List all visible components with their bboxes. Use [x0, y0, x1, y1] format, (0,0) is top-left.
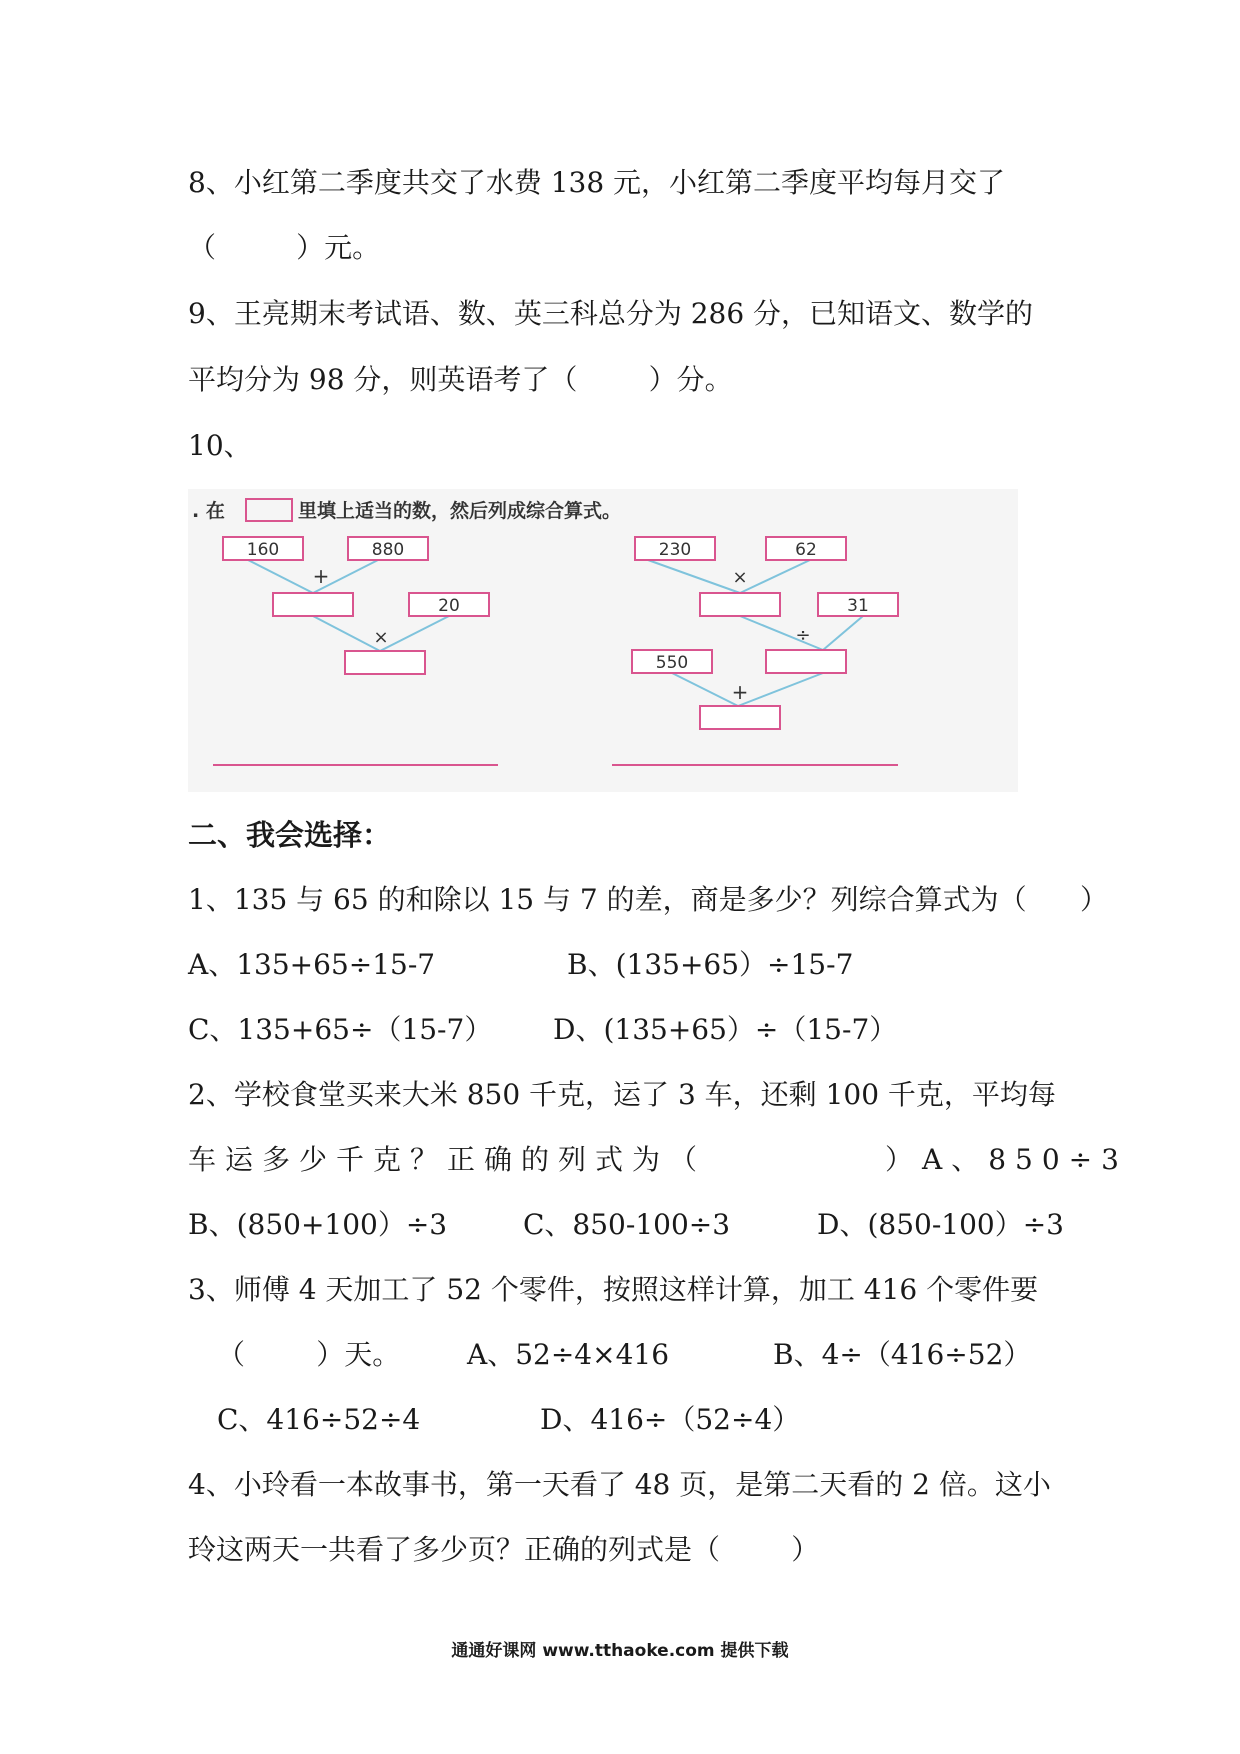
left-num-20: 20 [438, 596, 460, 616]
q1-option-d: D、(135+65）÷（15-7） [553, 1013, 898, 1046]
instruction-box-icon [246, 499, 292, 521]
q2-line-2: 车运多少千克？正确的列式为（ ）A、850÷3 [188, 1143, 1128, 1176]
right-op-times: × [732, 567, 748, 588]
section-2-heading: 二、我会选择： [188, 818, 392, 852]
q1-option-a: A、135+65÷15-7 [188, 948, 436, 981]
right-blank-box-1[interactable] [700, 593, 780, 616]
q3-option-c: C、416÷52÷4 [217, 1403, 421, 1436]
q4-line-2: 玲这两天一共看了多少页？正确的列式是（ ） [188, 1533, 820, 1566]
left-op-plus: + [312, 564, 330, 588]
diagram-instruction: . 在 [192, 500, 225, 522]
diagram-instruction-rest: 里填上适当的数，然后列成综合算式。 [298, 500, 622, 522]
right-num-62: 62 [795, 540, 817, 560]
right-tree-connectors [648, 560, 863, 706]
q8-line-1: 8、小红第二季度共交了水费 138 元，小红第二季度平均每月交了 [188, 166, 1006, 199]
q9-line-1: 9、王亮期末考试语、数、英三科总分为 286 分，已知语文、数学的 [188, 297, 1034, 330]
q2-option-b: B、(850+100）÷3 [188, 1208, 448, 1241]
left-blank-box-2[interactable] [345, 651, 425, 674]
q3-option-d: D、416÷（52÷4） [540, 1403, 801, 1436]
q3-line-1: 3、师傅 4 天加工了 52 个零件，按照这样计算，加工 416 个零件要 [188, 1273, 1039, 1306]
q4-line-1: 4、小玲看一本故事书，第一天看了 48 页，是第二天看的 2 倍。这小 [188, 1468, 1051, 1501]
right-num-550: 550 [655, 653, 689, 673]
q3-blank: （ ）天。 [217, 1338, 401, 1371]
q2-option-c: C、850-100÷3 [523, 1208, 731, 1241]
left-num-160: 160 [246, 540, 280, 560]
left-blank-box-1[interactable] [273, 593, 353, 616]
q3-option-b: B、4÷（416÷52） [773, 1338, 1032, 1371]
q1-option-b: B、(135+65）÷15-7 [567, 948, 854, 981]
q1-stem: 1、135 与 65 的和除以 15 与 7 的差，商是多少？列综合算式为（ ） [188, 883, 1109, 916]
left-op-times: × [373, 627, 389, 648]
q1-option-c: C、135+65÷（15-7） [188, 1013, 493, 1046]
right-op-plus: + [731, 680, 749, 704]
right-op-divide: ÷ [795, 625, 811, 646]
q8-line-2: （ ）元。 [188, 231, 381, 264]
q2-line-1: 2、学校食堂买来大米 850 千克，运了 3 车，还剩 100 千克，平均每 [188, 1078, 1056, 1111]
q3-option-a: A、52÷4×416 [467, 1338, 670, 1371]
q2-option-d: D、(850-100）÷3 [817, 1208, 1064, 1241]
q9-line-2: 平均分为 98 分，则英语考了（ ）分。 [188, 363, 733, 396]
right-blank-box-2[interactable] [766, 650, 846, 673]
left-num-880: 880 [371, 540, 405, 560]
right-num-31: 31 [847, 596, 869, 616]
right-blank-box-3[interactable] [700, 706, 780, 729]
arithmetic-tree-diagram [188, 489, 1018, 792]
right-num-230: 230 [658, 540, 692, 560]
q10-label: 10、 [188, 429, 252, 462]
page-footer: 通通好课网 www.tthaoke.com 提供下载 [451, 1641, 789, 1661]
